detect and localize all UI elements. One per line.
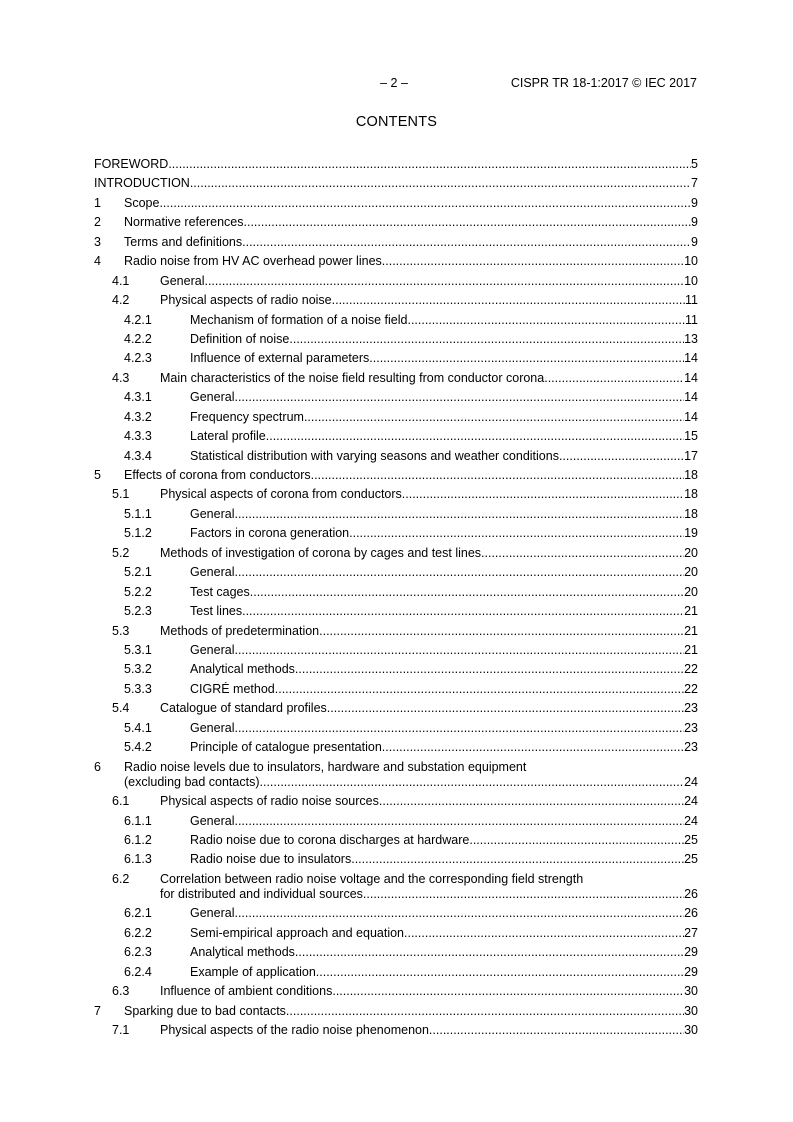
toc-entry-title: Main characteristics of the noise field resulting from conductor corona: [160, 370, 545, 385]
dot-leader: [159, 196, 691, 211]
toc-entry-text: [160, 487, 698, 502]
toc-entry-title-line1: Radio noise levels due to insulators, hardware and substation equipment: [124, 759, 527, 774]
toc-entry-title: Statistical distribution with varying seasons and weather conditions: [190, 448, 559, 463]
toc-entry-number: 5.2.2: [124, 584, 152, 599]
toc-entry-page: 21: [684, 604, 698, 619]
dot-leader: [234, 390, 684, 405]
toc-entry-page: 9: [691, 215, 698, 230]
dot-leader: [289, 332, 684, 347]
toc-entry-number: 4.1: [112, 273, 130, 288]
toc-entry-number: 4.3.2: [124, 409, 152, 424]
toc-entry-title: Test lines: [190, 604, 243, 619]
toc-entry-title: Normative references: [124, 215, 244, 230]
toc-entry-title: General: [190, 565, 235, 580]
toc-entry-text: [190, 332, 698, 347]
toc-entry[interactable]: [94, 215, 698, 234]
toc-entry-text: [190, 429, 698, 444]
toc-entry-title: Example of application: [190, 964, 316, 979]
toc-entry-title: Radio noise from HV AC overhead power lines: [124, 254, 382, 269]
toc-entry-page: 21: [684, 642, 698, 657]
toc-entry-title: Physical aspects of radio noise: [160, 293, 332, 308]
dot-leader: [316, 965, 684, 980]
toc-entry[interactable]: [94, 682, 698, 701]
toc-entry-text: [190, 410, 698, 425]
toc-entry-text: [160, 546, 698, 561]
toc-entry-page: 18: [684, 506, 698, 521]
toc-entry-title: Sparking due to bad contacts: [124, 1003, 286, 1018]
toc-entry[interactable]: [94, 721, 698, 740]
toc-entry[interactable]: [94, 794, 698, 813]
dot-leader: [234, 507, 684, 522]
toc-entry-page: 11: [685, 293, 698, 308]
toc-entry-number: 5.3: [112, 623, 130, 638]
toc-entry-text: [94, 157, 698, 172]
dot-leader: [286, 1004, 684, 1019]
dot-leader: [275, 682, 684, 697]
toc-entry-text: [190, 313, 698, 328]
dot-leader: [319, 624, 684, 639]
toc-entry-page: 14: [684, 370, 698, 385]
toc-entry-text: [190, 351, 698, 366]
toc-entry-page: 30: [684, 1022, 698, 1037]
toc-entry-title: Terms and definitions: [124, 234, 243, 249]
toc-entry-title: General: [190, 906, 235, 921]
toc-entry-title: Physical aspects of radio noise sources: [160, 794, 379, 809]
dot-leader: [234, 643, 684, 658]
toc-entry-number: 5.2.1: [124, 565, 152, 580]
toc-entry-number: 6.2.3: [124, 945, 152, 960]
toc-entry[interactable]: [94, 1004, 698, 1023]
toc-entry-page: 14: [684, 409, 698, 424]
page-number: – 2 –: [380, 76, 408, 90]
toc-entry-page: 20: [684, 565, 698, 580]
dot-leader: [402, 487, 684, 502]
dot-leader: [242, 604, 684, 619]
dot-leader: [332, 293, 685, 308]
toc-entry-page: 20: [684, 545, 698, 560]
dot-leader: [351, 852, 684, 867]
toc-entry[interactable]: [94, 833, 698, 852]
toc-entry[interactable]: [94, 371, 698, 390]
dot-leader: [481, 546, 684, 561]
toc-entry-number: 4: [94, 254, 101, 269]
toc-entry-number: 5.1.2: [124, 526, 152, 541]
toc-entry-page: 27: [684, 925, 698, 940]
toc-entry[interactable]: [94, 906, 698, 925]
toc-entry-title: Definition of noise: [190, 331, 290, 346]
toc-entry-text: [190, 965, 698, 980]
toc-entry-number: 6.2.4: [124, 964, 152, 979]
toc-entry[interactable]: [94, 449, 698, 468]
dot-leader: [260, 775, 685, 790]
toc-entry-text: [190, 662, 698, 677]
dot-leader: [349, 526, 684, 541]
toc-entry-title: Factors in corona generation: [190, 526, 350, 541]
toc-entry-page: 18: [684, 487, 698, 502]
toc-entry-page: 10: [684, 254, 698, 269]
toc-entry-page: 22: [684, 681, 698, 696]
toc-entry-number: 6.2.1: [124, 906, 152, 921]
toc-entry-number: 6.1.2: [124, 832, 152, 847]
toc-entry-title: Analytical methods: [190, 945, 295, 960]
toc-entry-title: General: [160, 273, 205, 288]
toc-entry[interactable]: [94, 157, 698, 176]
toc-entry-text: [190, 526, 698, 541]
toc-entry-text: [190, 814, 698, 829]
toc-entry-page: 30: [684, 1003, 698, 1018]
toc-entry[interactable]: [94, 351, 698, 370]
toc-entry[interactable]: [94, 852, 698, 871]
toc-entry-page: 24: [684, 813, 698, 828]
toc-entry-title: Analytical methods: [190, 662, 295, 677]
dot-leader: [295, 945, 684, 960]
dot-leader: [266, 429, 684, 444]
dot-leader: [250, 585, 684, 600]
toc-entry-number: 6.1.1: [124, 813, 152, 828]
toc-entry-text: [190, 604, 698, 619]
toc-entry-text: [190, 449, 698, 464]
toc-entry-page: 13: [684, 331, 698, 346]
dot-leader: [382, 254, 684, 269]
toc-entry-page: 14: [684, 351, 698, 366]
toc-entry-text: [190, 585, 698, 600]
toc-entry-title: Radio noise due to insulators: [190, 852, 352, 867]
dot-leader: [379, 794, 684, 809]
toc-entry-text: [160, 293, 698, 308]
toc-entry-number: 5.2: [112, 545, 130, 560]
toc-entry[interactable]: [94, 332, 698, 351]
toc-entry-number: 6.3: [112, 984, 130, 999]
page-header: [0, 76, 793, 92]
toc-entry-text: [124, 215, 698, 230]
toc-entry-text: [190, 721, 698, 736]
toc-entry-title: General: [190, 720, 235, 735]
toc-entry-text: [190, 945, 698, 960]
toc-entry[interactable]: [94, 313, 698, 332]
toc-entry-number: 6.2: [112, 871, 130, 886]
toc-entry-number: 4.2: [112, 293, 130, 308]
toc-entry-page: 23: [684, 720, 698, 735]
toc-entry[interactable]: [94, 429, 698, 448]
toc-entry-page: 23: [684, 701, 698, 716]
toc-entry-page: 22: [684, 662, 698, 677]
toc-entry-text: [190, 740, 698, 755]
toc-entry[interactable]: [94, 984, 698, 1003]
toc-entry-title: for distributed and individual sources: [160, 886, 363, 901]
toc-entry[interactable]: [94, 965, 698, 984]
toc-entry-number: 5.3.1: [124, 642, 152, 657]
toc-entry-number: 2: [94, 215, 101, 230]
toc-entry-title: Methods of predetermination: [160, 623, 320, 638]
toc-entry[interactable]: [94, 945, 698, 964]
toc-entry-title: FOREWORD: [94, 157, 169, 171]
dot-leader: [469, 833, 684, 848]
toc-entry-title: Influence of ambient conditions: [160, 984, 333, 999]
toc-entry-number: 4.3.3: [124, 429, 152, 444]
toc-entry-number: 7.1: [112, 1022, 130, 1037]
toc-entry-title: CIGRÉ method: [190, 681, 275, 696]
toc-entry-number: 6.1.3: [124, 852, 152, 867]
toc-entry-page: 30: [684, 984, 698, 999]
toc-entry[interactable]: [94, 643, 698, 662]
dot-leader: [429, 1023, 684, 1038]
toc-entry[interactable]: [94, 814, 698, 833]
toc-entry-text: [190, 906, 698, 921]
dot-leader: [234, 814, 684, 829]
toc-entry-text: [124, 235, 698, 250]
toc-entry-number: 5.1: [112, 487, 130, 502]
toc-entry-title: Physical aspects of corona from conductors: [160, 487, 402, 502]
toc-entry-page: 17: [684, 448, 698, 463]
toc-entry-text: [160, 794, 698, 809]
toc-entry[interactable]: [94, 507, 698, 526]
toc-entry-title: Mechanism of formation of a noise field: [190, 312, 408, 327]
toc-entry[interactable]: [94, 176, 698, 195]
toc-entry-number: 4.3.1: [124, 390, 152, 405]
toc-entry-text: [160, 274, 698, 289]
toc-entry-text: [124, 760, 698, 790]
dot-leader: [234, 906, 684, 921]
toc-entry-number: 5.4.1: [124, 720, 152, 735]
table-of-contents: [94, 157, 698, 1042]
toc-entry-text: [190, 643, 698, 658]
dot-leader: [244, 215, 692, 230]
toc-entry-title: Methods of investigation of corona by cages and test lines: [160, 545, 482, 560]
toc-entry[interactable]: [94, 235, 698, 254]
toc-entry-page: 24: [684, 794, 698, 809]
document-reference: CISPR TR 18-1:2017 © IEC 2017: [510, 76, 697, 90]
toc-entry-text: [124, 468, 698, 483]
toc-entry[interactable]: [94, 526, 698, 545]
toc-entry-number: 4.2.3: [124, 351, 152, 366]
toc-entry-page: 10: [684, 273, 698, 288]
toc-entry-page: 14: [684, 390, 698, 405]
toc-entry-page: 21: [684, 623, 698, 638]
toc-entry-title: Lateral profile: [190, 429, 266, 444]
toc-entry-page: 29: [684, 945, 698, 960]
toc-entry[interactable]: [94, 546, 698, 565]
contents-title: CONTENTS: [355, 114, 438, 130]
toc-entry-text: [190, 926, 698, 941]
toc-entry-number: 6.2.2: [124, 925, 152, 940]
toc-entry-text: [190, 833, 698, 848]
toc-entry-text: [160, 371, 698, 386]
dot-leader: [234, 565, 684, 580]
dot-leader: [327, 701, 684, 716]
toc-entry[interactable]: [94, 740, 698, 759]
toc-entry[interactable]: [94, 1023, 698, 1042]
toc-entry-text: [94, 176, 698, 191]
toc-entry-title: (excluding bad contacts): [124, 774, 260, 789]
toc-entry-title: Radio noise due to corona discharges at hardware: [190, 832, 470, 847]
toc-entry-title-line1: Correlation between radio noise voltage and the corresponding field strength: [160, 871, 584, 886]
toc-entry-number: 4.3.4: [124, 448, 152, 463]
toc-entry[interactable]: [94, 662, 698, 681]
toc-entry[interactable]: [94, 604, 698, 623]
dot-leader: [168, 157, 691, 172]
toc-entry-text: [190, 390, 698, 405]
toc-entry-page: 9: [691, 195, 698, 210]
toc-entry-number: 5.4: [112, 701, 130, 716]
dot-leader: [369, 351, 684, 366]
toc-entry-title: Catalogue of standard profiles: [160, 701, 327, 716]
toc-entry[interactable]: [94, 872, 698, 907]
toc-entry-text: [124, 1004, 698, 1019]
toc-entry-number: 1: [94, 195, 101, 210]
toc-entry-title: General: [190, 506, 235, 521]
toc-entry-number: 5.4.2: [124, 740, 152, 755]
toc-entry-page: 19: [684, 526, 698, 541]
toc-entry-page: 26: [684, 906, 698, 921]
toc-entry-page: 24: [684, 774, 698, 789]
toc-entry-page: 9: [691, 234, 698, 249]
toc-entry-number: 3: [94, 234, 101, 249]
toc-entry-number: 5: [94, 468, 101, 482]
toc-entry-text: [190, 682, 698, 697]
toc-entry-number: 6.1: [112, 794, 130, 809]
toc-entry-page: 25: [684, 832, 698, 847]
toc-entry[interactable]: [94, 196, 698, 215]
toc-entry[interactable]: [94, 585, 698, 604]
toc-entry[interactable]: [94, 468, 698, 487]
toc-entry-title: Test cages: [190, 584, 250, 599]
toc-entry-page: 20: [684, 584, 698, 599]
toc-entry-text: [160, 872, 698, 902]
toc-entry-text: [160, 984, 698, 999]
toc-entry-title: Physical aspects of the radio noise phenomenon: [160, 1022, 429, 1037]
toc-entry-number: 6: [94, 759, 101, 774]
toc-entry[interactable]: [94, 293, 698, 312]
toc-entry[interactable]: [94, 701, 698, 720]
toc-entry[interactable]: [94, 926, 698, 945]
dot-leader: [559, 449, 684, 464]
toc-entry[interactable]: [94, 274, 698, 293]
toc-entry[interactable]: [94, 410, 698, 429]
toc-entry-number: 7: [94, 1003, 101, 1018]
toc-entry-page: 11: [685, 312, 698, 327]
toc-entry-title: Principle of catalogue presentation: [190, 740, 382, 755]
dot-leader: [234, 721, 684, 736]
toc-entry-text: [190, 852, 698, 867]
toc-entry-title: General: [190, 642, 235, 657]
dot-leader: [190, 176, 691, 191]
dot-leader: [332, 984, 684, 999]
toc-entry[interactable]: [94, 565, 698, 584]
toc-entry-title: INTRODUCTION: [94, 176, 190, 191]
toc-entry-number: 5.3.2: [124, 662, 152, 677]
toc-entry-number: 4.2.2: [124, 331, 152, 346]
toc-entry-page: 23: [684, 740, 698, 755]
toc-entry[interactable]: [94, 760, 698, 795]
toc-entry-page: 25: [684, 852, 698, 867]
dot-leader: [382, 740, 684, 755]
toc-entry-text: [190, 565, 698, 580]
dot-leader: [311, 468, 684, 483]
toc-entry[interactable]: [94, 254, 698, 273]
dot-leader: [295, 662, 684, 677]
toc-entry-page: 15: [684, 429, 698, 444]
toc-entry-number: 5.3.3: [124, 681, 152, 696]
toc-entry-page: 18: [684, 468, 698, 482]
toc-entry-title: Semi-empirical approach and equation: [190, 925, 405, 940]
toc-entry-page: 5: [691, 157, 698, 171]
dot-leader: [363, 887, 684, 902]
toc-entry-text: [190, 507, 698, 522]
toc-entry-title: Effects of corona from conductors: [124, 468, 311, 482]
dot-leader: [404, 926, 684, 941]
toc-entry-number: 4.3: [112, 370, 130, 385]
toc-entry-text: [160, 701, 698, 716]
dot-leader: [544, 371, 684, 386]
toc-entry-title: Scope: [124, 195, 160, 210]
toc-entry-page: 7: [691, 176, 698, 191]
toc-entry-text: [160, 1023, 698, 1038]
dot-leader: [204, 274, 684, 289]
toc-entry[interactable]: [94, 390, 698, 409]
dot-leader: [242, 235, 691, 250]
toc-entry-text: [124, 254, 698, 269]
toc-entry-title: General: [190, 390, 235, 405]
toc-entry-text: [160, 624, 698, 639]
toc-entry-text: [124, 196, 698, 211]
toc-entry-title: Influence of external parameters: [190, 351, 370, 366]
toc-entry[interactable]: [94, 624, 698, 643]
toc-entry-number: 5.1.1: [124, 506, 152, 521]
toc-entry-page: 26: [684, 886, 698, 901]
toc-entry[interactable]: [94, 487, 698, 506]
dot-leader: [304, 410, 684, 425]
toc-entry-number: 4.2.1: [124, 312, 152, 327]
toc-entry-page: 29: [684, 964, 698, 979]
toc-entry-number: 5.2.3: [124, 604, 152, 619]
toc-entry-title: General: [190, 813, 235, 828]
toc-entry-title: Frequency spectrum: [190, 409, 304, 424]
dot-leader: [407, 313, 685, 328]
